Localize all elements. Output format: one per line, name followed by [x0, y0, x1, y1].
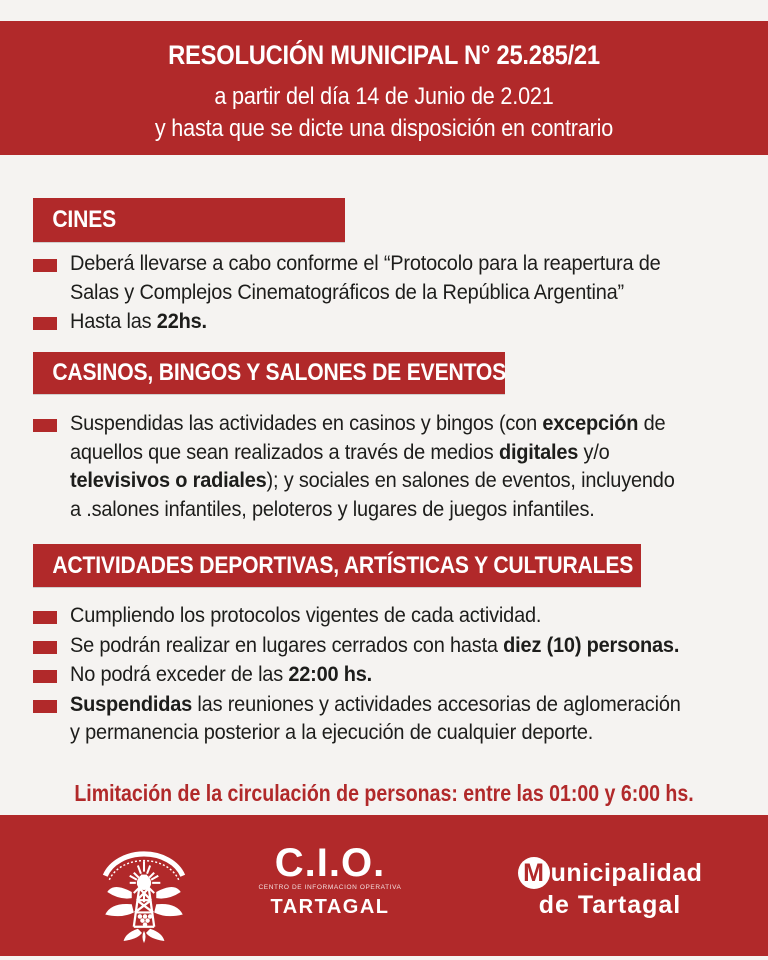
bullet-text: Deberá llevarse a cabo conforme el “Protocolo para la reapertura de Salas y Complejos Cinematográficos de la República Argentina”	[70, 252, 661, 304]
municipality-city: de Tartagal	[538, 891, 682, 919]
bullet-text: Hasta las 22hs.	[70, 310, 207, 333]
effective-date: a partir del día 14 de Junio de 2.021	[214, 83, 554, 110]
bullet-text: No podrá exceder de las 22:00 hs.	[70, 663, 373, 686]
municipality-m-badge-icon: M	[518, 857, 550, 889]
cio-subtitle: CENTRO DE INFORMACION OPERATIVA	[258, 884, 402, 891]
bullet-square-icon	[33, 700, 57, 713]
section-banner-actividades	[33, 544, 641, 587]
bullet-text: Se podrán realizar en lugares cerrados con hasta diez (10) personas.	[70, 633, 680, 657]
bullet-square-icon	[33, 611, 57, 624]
cio-logo	[250, 843, 410, 919]
bullet-square-icon	[33, 670, 57, 683]
cio-city: TARTAGAL	[270, 896, 390, 918]
section-banner-cines	[33, 198, 345, 242]
bullet-text: Suspendidas las reuniones y actividades accesorias de aglomeración y permanencia posterior a la ejecución de cualquier deporte.	[70, 692, 681, 744]
cio-acronym: C.I.O.	[274, 841, 386, 885]
list-item	[33, 661, 758, 690]
bullet-square-icon	[33, 419, 57, 432]
section-list-casinos	[33, 410, 758, 525]
list-item	[33, 602, 758, 631]
header-band	[0, 21, 768, 155]
section-list-actividades	[33, 602, 758, 749]
section-banner-casinos	[33, 352, 505, 394]
bullet-text: Suspendidas las actividades en casinos y bingos (con excepción de aquellos que sean realizados a través de medios digitales y/o televisivos o radiales); y sociales en salones de eventos, incluyendo a .salones infantiles, peloteros y lugares de juegos infantiles.	[70, 412, 675, 521]
bullet-square-icon	[33, 317, 57, 330]
list-item	[33, 250, 758, 307]
resolution-title: RESOLUCIÓN MUNICIPAL N° 25.285/21	[168, 40, 600, 70]
bullet-square-icon	[33, 641, 57, 654]
list-item	[33, 691, 758, 748]
footer-band	[0, 815, 768, 956]
municipality-logo	[510, 857, 710, 920]
circulation-restriction-notice: Limitación de la circulación de personas: entre las 01:00 y 6:00 hs.	[74, 780, 694, 806]
bullet-square-icon	[33, 259, 57, 272]
section-title-casinos: CASINOS, BINGOS Y SALONES DE EVENTOS	[52, 359, 507, 386]
municipality-name	[510, 857, 710, 889]
bullet-text: Cumpliendo los protocolos vigentes de cada actividad.	[70, 604, 542, 627]
list-item	[33, 410, 758, 524]
list-item	[33, 308, 758, 337]
section-title-cines: CINES	[52, 206, 117, 233]
list-item	[33, 632, 758, 661]
section-title-actividades: ACTIVIDADES DEPORTIVAS, ARTÍSTICAS Y CULTURALES	[52, 551, 634, 579]
municipality-name-rest: unicipalidad	[550, 858, 703, 887]
section-list-cines	[33, 250, 758, 338]
tartagal-coat-of-arms-icon	[93, 837, 195, 943]
validity-note: y hasta que se dicte una disposición en contrario	[154, 115, 614, 142]
